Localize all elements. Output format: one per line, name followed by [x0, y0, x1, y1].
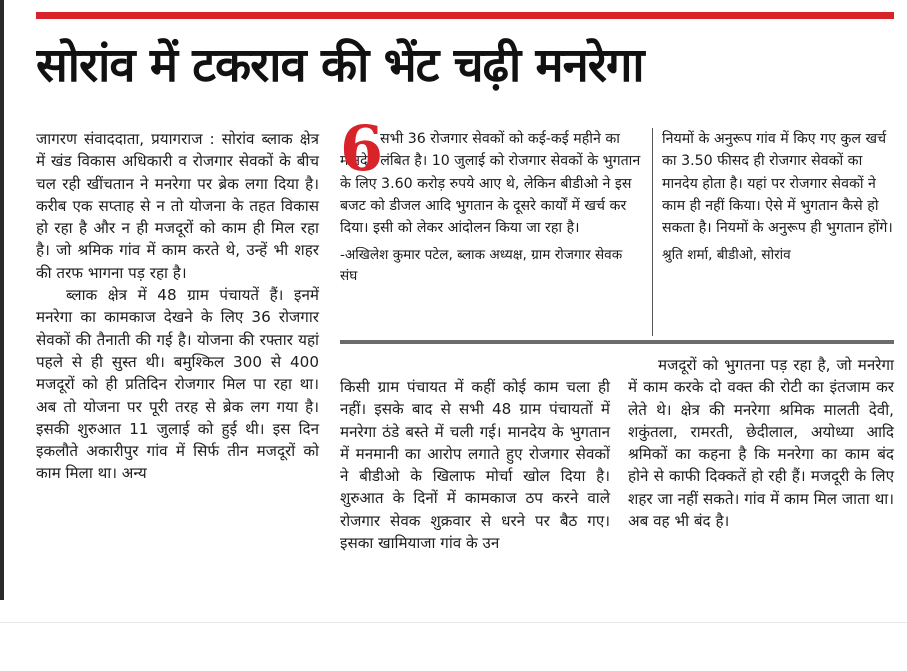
article-column-3-text: मजदूरों को भुगतना पड़ रहा है, जो मनरेगा में काम करके दो वक्त की रोटी का इंतजाम कर लेते थे। क्षेत्र की मनरेगा श्रमिक मालती देवी, शकुंतला, रामरती, छेदीलाल, अयोध्या आदि श्रमिकों का कहना है कि मनरेगा का काम बंद होने से काफी दिक्कतें हो रही हैं। मजदूरी के लिए शहर जा नहीं सकते। गांव में काम मिल जाता था। अब वह भी बंद है।	[628, 356, 894, 531]
quote-divider	[652, 128, 653, 336]
article-column-2	[340, 376, 610, 554]
bottom-edge	[0, 622, 907, 623]
pull-quote	[340, 112, 642, 287]
quote-mark-icon: 6	[340, 112, 384, 185]
article-column-1	[36, 128, 319, 485]
pull-quote-text: सभी 36 रोजगार सेवकों को कई-कई महीने का मानदेय लंबित है। 10 जुलाई को रोजगार सेवकों के भुगतान के लिए 3.60 करोड़ रुपये आए थे, लेकिन बीडीओ ने इस बजट को डीजल आदि भुगतान के दूसरे कार्यों में खर्च कर दिया। इसी को लेकर आंदोलन किया जा रहा है।	[340, 131, 641, 237]
headline: सोरांव में टकराव की भेंट चढ़ी मनरेगा	[36, 38, 644, 93]
top-red-rule	[36, 12, 894, 19]
article-column-3	[628, 354, 894, 532]
official-statement	[662, 128, 894, 266]
page-edge-shadow	[0, 0, 4, 600]
article-paragraph-1: जागरण संवाददाता, प्रयागराज : सोरांव ब्लाक क्षेत्र में खंड विकास अधिकारी व रोजगार सेवकों के बीच चल रही खींचतान ने मनरेगा पर ब्रेक लगा दिया है। करीब एक सप्ताह से न तो योजना के तहत विकास हो रहा है और न ही मजदूरों को काम ही मिल रहा है। जो श्रमिक गांव में काम करते थे, उन्हें भी शहर की तरफ भागना पड़ रहा है।	[36, 130, 319, 282]
official-statement-text: नियमों के अनुरूप गांव में किए गए कुल खर्च का 3.50 फीसद ही रोजगार सेवकों का मानदेय होता है। यहां पर रोजगार सेवकों ने काम ही नहीं किया। ऐसे में भुगतान कैसे हो सकता है। नियमों के अनुरूप ही भुगतान होंगे।	[662, 131, 893, 237]
article-paragraph-2: ब्लाक क्षेत्र में 48 ग्राम पंचायतें हैं। इनमें मनरेगा का कामकाज देखने के लिए 36 रोजगार सेवकों की तैनाती की गई है। योजना की रफ्तार यहां पहले से ही सुस्त थी। बमुश्किल 300 से 400 मजदूरों को ही प्रतिदिन रोजगार मिल पा रहा था। अब तो योजना पर पूरी तरह से ब्रेक लग गया है। इसकी शुरुआत 11 जुलाई को हुई थी। इस दिन इकलौते अकारीपुर गांव में सिर्फ तीन मजदूरों को काम मिला था। अन्य	[36, 286, 319, 483]
article-column-2-text: किसी ग्राम पंचायत में कहीं कोई काम चला ही नहीं। इसके बाद से सभी 48 ग्राम पंचायतों में मनरेगा ठंडे बस्ते में चली गई। मानदेय के भुगतान में मनमानी का आरोप लगाते हुए रोजगार सेवकों ने बीडीओ के खिलाफ मोर्चा खोल दिया है। शुरुआत के दिनों में कामकाज ठप करने वाले रोजगार सेवक शुक्रवार से धरने पर बैठ गए। इसका खामियाजा गांव के उन	[340, 378, 610, 553]
official-statement-attribution: श्रुति शर्मा, बीडीओ, सोरांव	[662, 247, 791, 264]
pull-quote-attribution: -अखिलेश कुमार पटेल, ब्लाक अध्यक्ष, ग्राम रोजगार सेवक संघ	[340, 247, 623, 285]
section-rule	[340, 340, 894, 344]
